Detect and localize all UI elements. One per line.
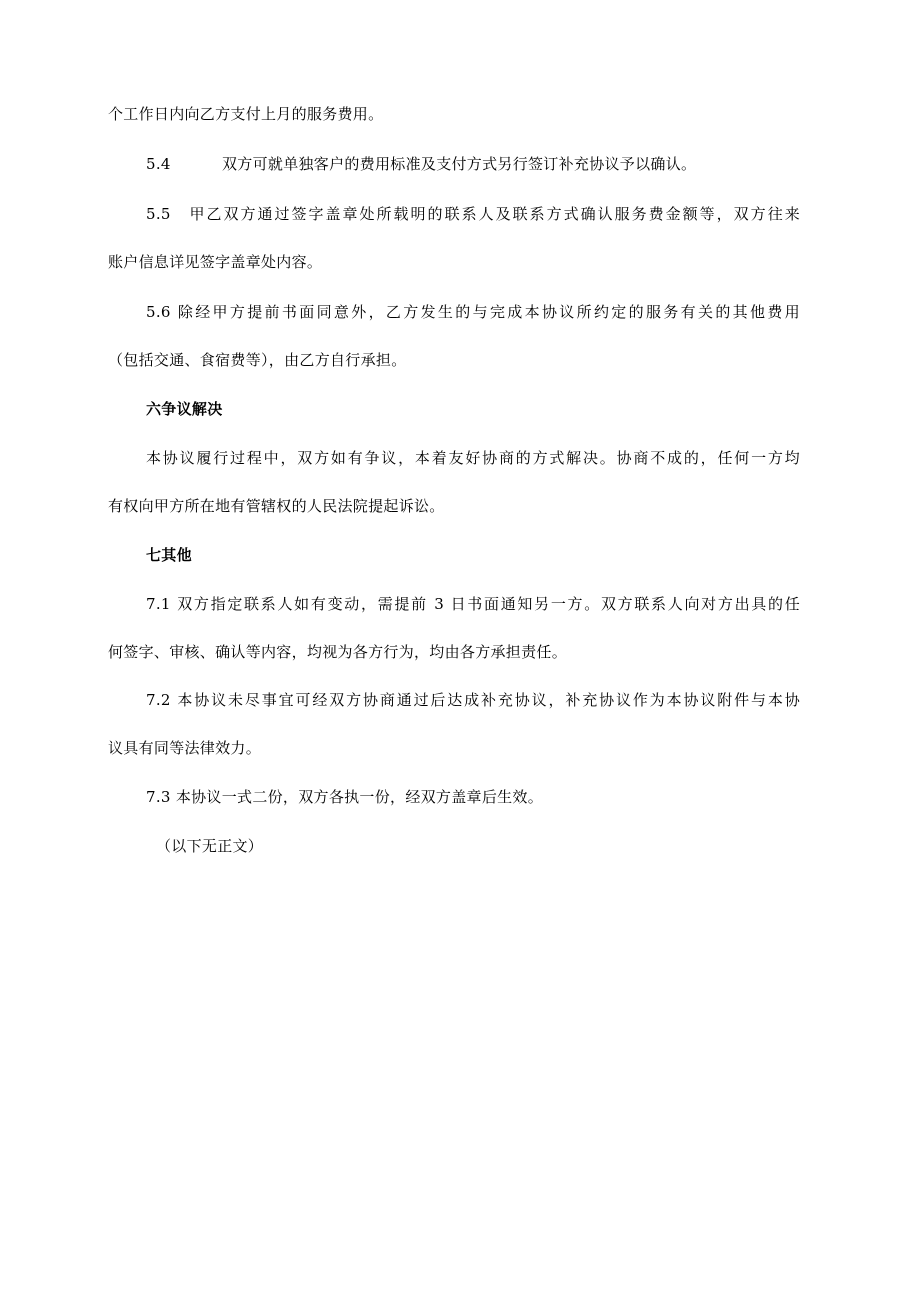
clause-5-6-line-1: 5.6 除经甲方提前书面同意外，乙方发生的与完成本协议所约定的服务有关的其他费用 <box>146 303 800 321</box>
clause-5-5-line-1: 5.5 甲乙双方通过签字盖章处所载明的联系人及联系方式确认服务费金额等，双方往来 <box>146 205 800 223</box>
clause-5-5-line-2: 账户信息详见签字盖章处内容。 <box>108 253 323 271</box>
clause-7-1-line-2: 何签字、审核、确认等内容，均视为各方行为，均由各方承担责任。 <box>108 643 568 661</box>
clause-5-4-number: 5.4 <box>146 155 171 173</box>
clause-7-1-line-1: 7.1 双方指定联系人如有变动，需提前 3 日书面通知另一方。双方联系人向对方出具的任 <box>146 595 800 613</box>
section-6-heading: 六争议解决 <box>146 400 223 418</box>
clause-5-3-continuation: 个工作日内向乙方支付上月的服务费用。 <box>108 105 384 123</box>
clause-7-2-line-2: 议具有同等法律效力。 <box>108 739 262 757</box>
clause-7-2-line-1: 7.2 本协议未尽事宜可经双方协商通过后达成补充协议，补充协议作为本协议附件与本协 <box>146 691 800 709</box>
clause-7-3: 7.3 本协议一式二份，双方各执一份，经双方盖章后生效。 <box>146 788 544 806</box>
clause-5-4-text: 双方可就单独客户的费用标准及支付方式另行签订补充协议予以确认。 <box>222 155 697 173</box>
section-6-line-2: 有权向甲方所在地有管辖权的人民法院提起诉讼。 <box>108 497 445 515</box>
section-7-heading: 七其他 <box>146 546 192 564</box>
section-6-line-1: 本协议履行过程中，双方如有争议，本着友好协商的方式解决。协商不成的，任何一方均 <box>146 449 800 467</box>
end-of-text-note: （以下无正文） <box>156 837 264 855</box>
clause-5-6-line-2: （包括交通、食宿费等），由乙方自行承担。 <box>108 351 407 369</box>
